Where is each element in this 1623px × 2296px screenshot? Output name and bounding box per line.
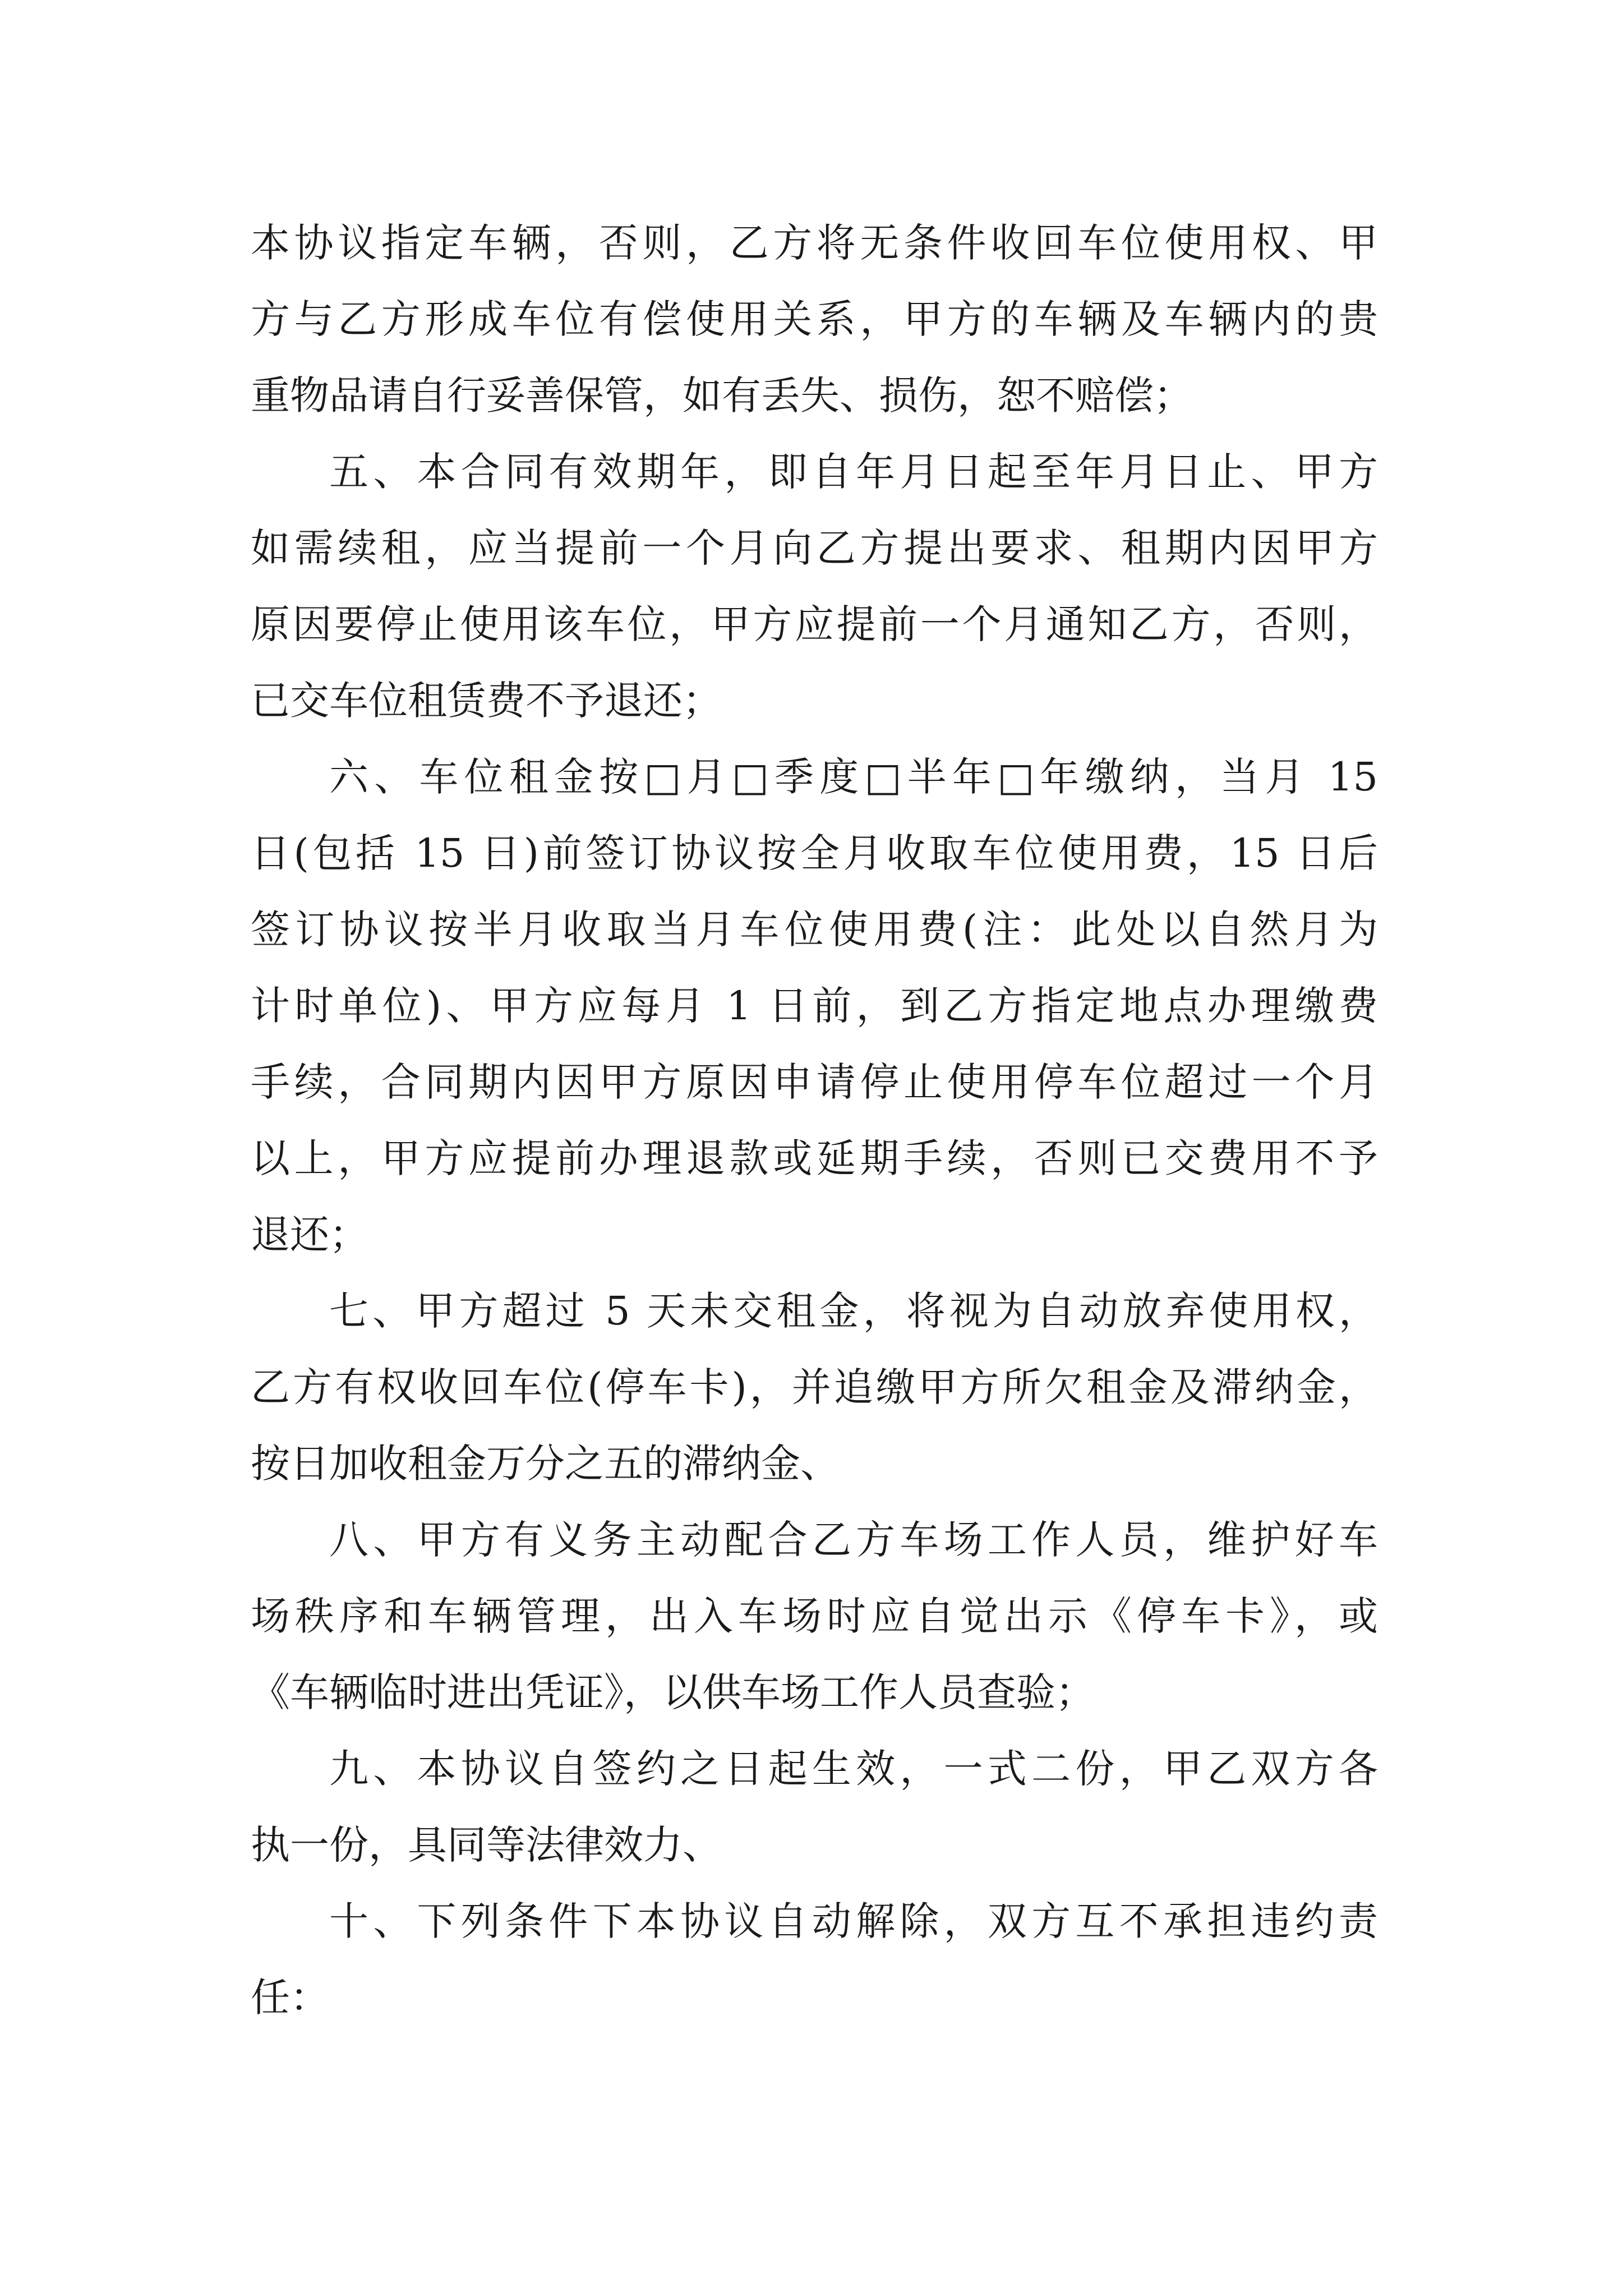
text-line: 方与乙方形成车位有偿使用关系，甲方的车辆及车辆内的贵 [251, 296, 1378, 342]
clause-6-line: 日(包括 15 日)前签订协议按全月收取车位使用费，15 日后 [251, 830, 1378, 876]
clause-6-line: 以上，甲方应提前办理退款或延期手续，否则已交费用不予 [251, 1135, 1378, 1181]
clause-5-line: 五、本合同有效期年，即自年月日起至年月日止、甲方 [329, 449, 1378, 495]
clause-5-line: 如需续租，应当提前一个月向乙方提出要求、租期内因甲方 [251, 525, 1378, 571]
clause-7-line: 按日加收租金万分之五的滞纳金、 [251, 1441, 840, 1487]
text-line: 本协议指定车辆，否则，乙方将无条件收回车位使用权、甲 [251, 220, 1378, 266]
clause-6-line: 计时单位)、甲方应每月 1 日前，到乙方指定地点办理缴费 [251, 983, 1378, 1029]
clause-10-line: 十、下列条件下本协议自动解除，双方互不承担违约责 [329, 1898, 1378, 1944]
clause-6-line: 签订协议按半月收取当月车位使用费(注：此处以自然月为 [251, 907, 1378, 953]
clause-5-line: 已交车位租赁费不予退还； [251, 678, 722, 724]
clause-9-line: 执一份，具同等法律效力、 [251, 1822, 722, 1868]
document-body [251, 205, 1378, 2036]
clause-8-line: 《车辆临时进出凭证》，以供车场工作人员查验； [251, 1669, 1095, 1715]
clause-6-line: 退还； [251, 1212, 368, 1258]
clause-9-line: 九、本协议自签约之日起生效，一式二份，甲乙双方各 [329, 1746, 1378, 1792]
clause-8-line: 八、甲方有义务主动配合乙方车场工作人员，维护好车 [329, 1517, 1378, 1563]
clause-10-line: 任： [251, 1975, 329, 2021]
clause-7-line: 七、甲方超过 5 天未交租金，将视为自动放弃使用权， [329, 1288, 1378, 1334]
text-line: 重物品请自行妥善保管，如有丢失、损伤，恕不赔偿； [251, 372, 1193, 418]
clause-6-line: 六、车位租金按□月□季度□半年□年缴纳，当月 15 [329, 754, 1378, 800]
clause-6-line: 手续，合同期内因甲方原因申请停止使用停车位超过一个月 [251, 1059, 1378, 1105]
clause-7-line: 乙方有权收回车位(停车卡)，并追缴甲方所欠租金及滞纳金， [251, 1364, 1378, 1410]
clause-8-line: 场秩序和车辆管理，出入车场时应自觉出示《停车卡》，或 [251, 1593, 1378, 1639]
clause-5-line: 原因要停止使用该车位，甲方应提前一个月通知乙方，否则， [251, 601, 1378, 647]
